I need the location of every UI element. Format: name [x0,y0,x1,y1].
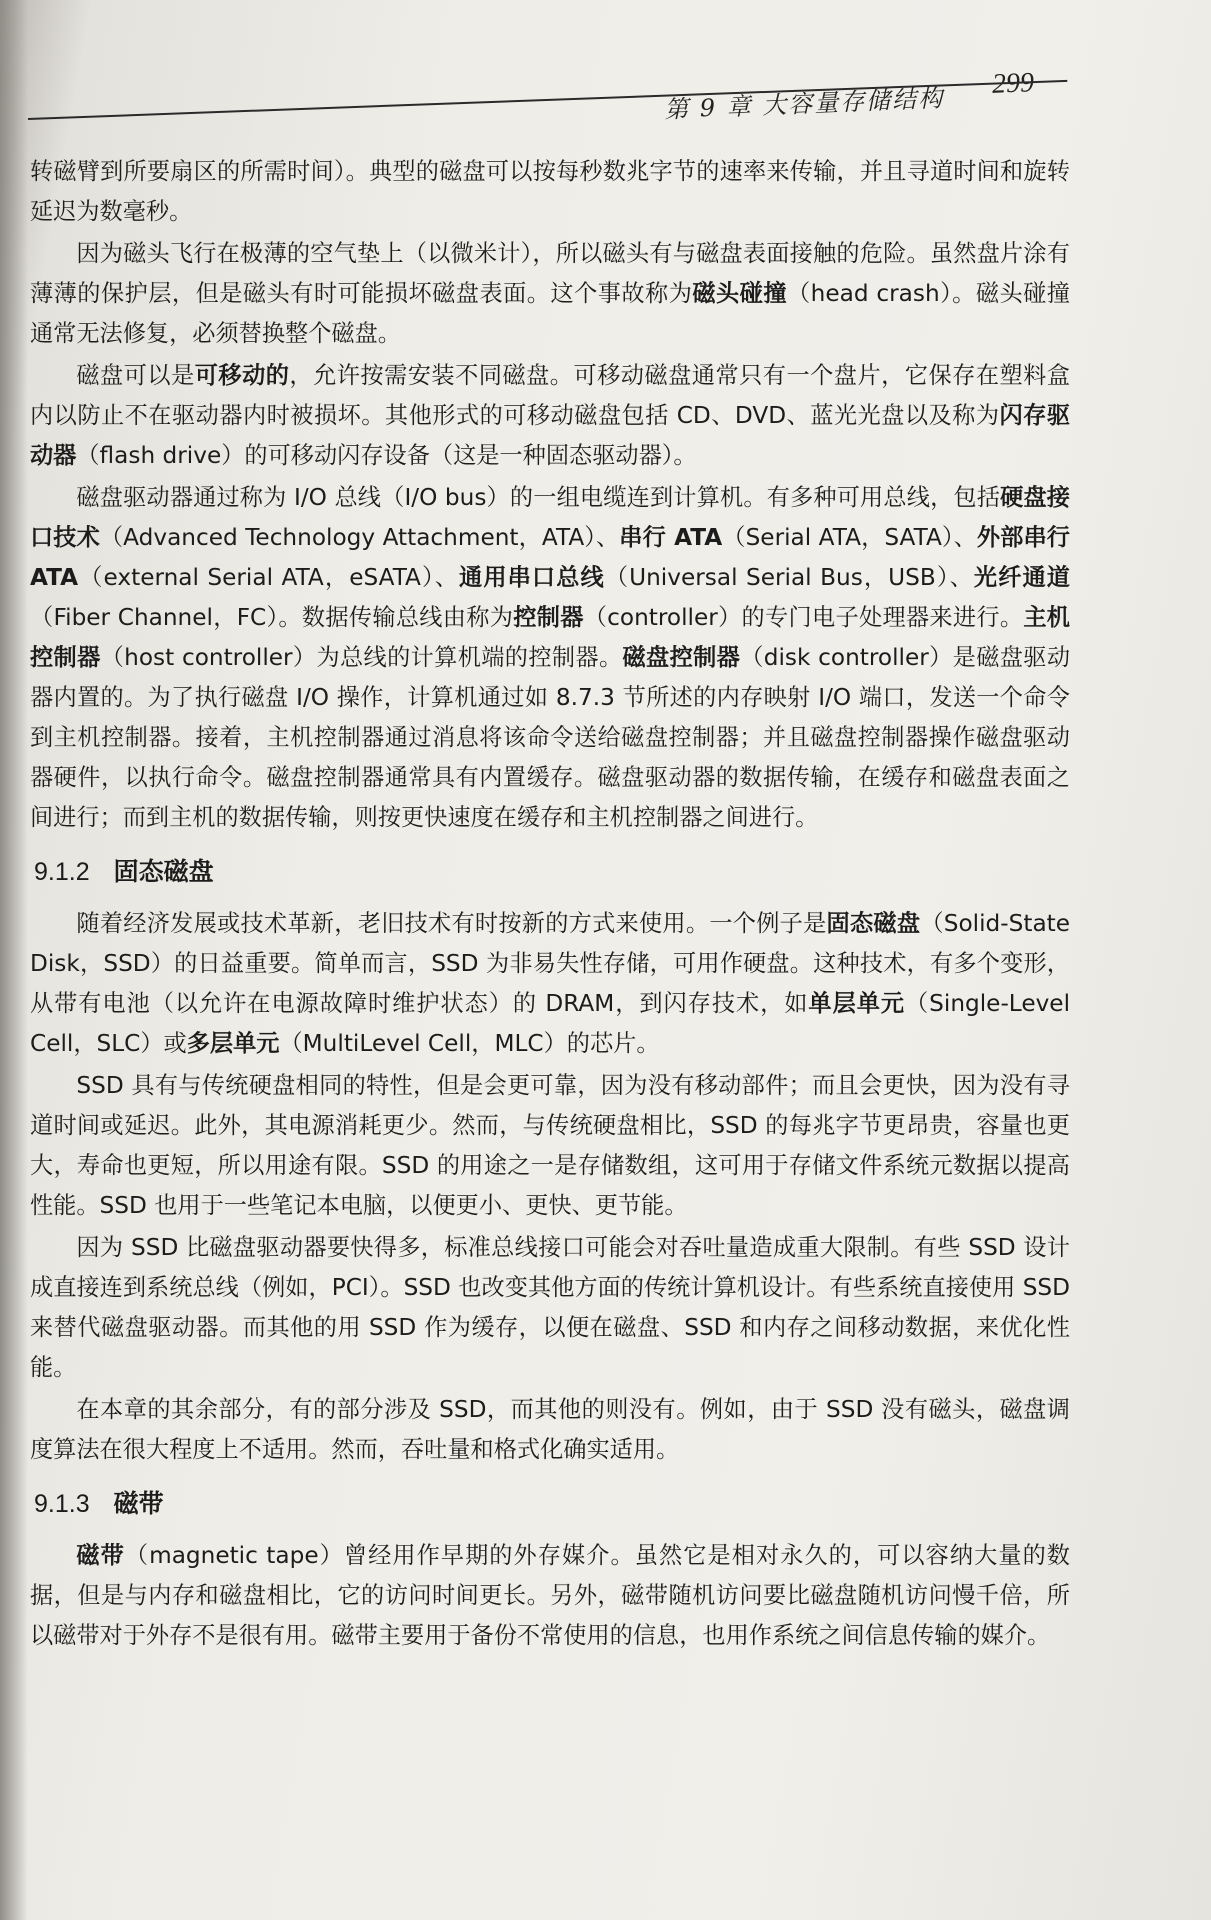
bold-term: 闪存驱动器 [30,402,1071,469]
text-run: 磁盘可以是 [76,362,195,389]
section-title: 固态磁盘 [113,857,214,886]
section-title: 磁带 [113,1489,164,1518]
text-run: （Solid-State Disk，SSD）的日益重要。简单而言，SSD 为非易失性存储，可用作硬盘。这种技术，有多个变形，从带有电池（以允许在电源故障时维护状态）的 DRAM，到闪存技术，如 [30,910,1071,1017]
bold-term: 多层单元 [186,1030,280,1057]
text-run: （MultiLevel Cell，MLC）的芯片。 [279,1030,660,1057]
bold-term: 可移动的 [194,362,290,389]
text-run: （Universal Serial Bus，USB）、 [604,564,974,591]
text-run: 因为 SSD 比磁盘驱动器要快得多，标准总线接口可能会对吞吐量造成重大限制。有些 SSD 设计成直接连到系统总线（例如，PCI）。SSD 也改变其他方面的传统计算机设计。有些系统直接使用 SSD 来替代磁盘驱动器。而其他的用 SSD 作为缓存，以便在磁盘、SSD 和内存之间移动数据，来优化性能。 [30,1234,1070,1381]
paragraph [30,1536,1070,1656]
header-chapter-title: 第 9 章 大容量存储结构 [663,84,945,124]
bold-term: 外部串行 ATA [30,524,1070,591]
text-run: 因为磁头飞行在极薄的空气垫上（以微米计），所以磁头有与磁盘表面接触的危险。虽然盘片涂有薄薄的保护层，但是磁头有时可能损坏磁盘表面。这个事故称为 [30,240,1070,307]
bold-term: 控制器 [513,604,584,631]
bold-term: 串行 ATA [619,524,723,551]
page-content [30,152,1070,1658]
text-run: （magnetic tape）曾经用作早期的外存媒介。虽然它是相对永久的，可以容纳大量的数据，但是与内存和磁盘相比，它的访问时间更长。另外，磁带随机访问要比磁盘随机访问慢千倍，所以磁带对于外存不是很有用。磁带主要用于备份不常使用的信息，也用作系统之间信息传输的媒介。 [30,1542,1070,1649]
bold-term: 光纤通道 [973,564,1070,591]
text-run: （controller）的专门电子处理器来进行。 [583,604,1024,631]
section-heading-9-1-3 [34,1484,1070,1524]
text-run: ，允许按需安装不同磁盘。可移动磁盘通常只有一个盘片，它保存在塑料盒内以防止不在驱动器内时被损坏。其他形式的可移动磁盘包括 CD、DVD、蓝光光盘以及称为 [30,362,1071,429]
section-number: 9.1.3 [34,1490,90,1518]
text-run: （head crash）。磁头碰撞通常无法修复，必须替换整个磁盘。 [30,280,1070,347]
section-number: 9.1.2 [34,858,90,886]
text-run: （external Serial ATA，eSATA）、 [78,564,460,591]
text-run: （Advanced Technology Attachment，ATA）、 [99,524,620,551]
page-spine-shadow [0,0,28,1920]
paragraph [30,1066,1070,1226]
running-header [640,60,1080,124]
section-heading-9-1-2 [34,852,1070,892]
bold-term: 磁头碰撞 [692,280,787,307]
bold-term: 通用串口总线 [459,564,605,591]
text-run: （Single-Level Cell，SLC）或 [30,990,1071,1057]
section-912-paragraphs [30,904,1070,1470]
bold-term: 磁盘控制器 [622,644,741,671]
page-number: 299 [991,67,1035,100]
bold-term: 磁带 [76,1542,125,1569]
paragraph [30,478,1070,838]
text-run: （Serial ATA，SATA）、 [722,524,977,551]
paragraph [30,234,1070,354]
intro-paragraphs [30,152,1070,838]
text-run: （flash drive）的可移动闪存设备（这是一种固态驱动器）。 [76,442,697,469]
text-run: （disk controller）是磁盘驱动器内置的。为了执行磁盘 I/O 操作，计算机通过如 8.7.3 节所述的内存映射 I/O 端口，发送一个命令到主机控制器。接着，主机控制器通过消息将该命令送给磁盘控制器；并且磁盘控制器操作磁盘驱动器硬件，以执行命令。磁盘控制器通常具有内置缓存。磁盘驱动器的数据传输，在缓存和磁盘表面之间进行；而到主机的数据传输，则按更快速度在缓存和主机控制器之间进行。 [30,644,1071,831]
bold-term: 单层单元 [808,990,906,1017]
paragraph [30,1390,1070,1470]
section-913-paragraphs [30,1536,1070,1656]
paragraph [30,356,1070,476]
paragraph [30,1228,1070,1388]
bold-term: 固态磁盘 [826,910,921,937]
text-run: SSD 具有与传统硬盘相同的特性，但是会更可靠，因为没有移动部件；而且会更快，因为没有寻道时间或延迟。此外，其电源消耗更少。然而，与传统硬盘相比，SSD 的每兆字节更昂贵，容量也更大，寿命也更短，所以用途有限。SSD 的用途之一是存储数组，这可用于存储文件系统元数据以提高性能。SSD 也用于一些笔记本电脑，以便更小、更快、更节能。 [30,1072,1070,1219]
text-run: 随着经济发展或技术革新，老旧技术有时按新的方式来使用。一个例子是 [76,910,827,937]
text-run: （host controller）为总线的计算机端的控制器。 [100,644,623,671]
bold-term: 硬盘接口技术 [30,484,1070,551]
text-run: 在本章的其余部分，有的部分涉及 SSD，而其他的则没有。例如，由于 SSD 没有磁头，磁盘调度算法在很大程度上不适用。然而，吞吐量和格式化确实适用。 [30,1396,1070,1463]
paragraph [30,152,1070,232]
text-run: （Fiber Channel，FC）。数据传输总线由称为 [30,604,514,631]
text-run: 转磁臂到所要扇区的所需时间）。典型的磁盘可以按每秒数兆字节的速率来传输，并且寻道时间和旋转延迟为数毫秒。 [30,158,1070,225]
bold-term: 主机控制器 [30,604,1070,671]
paragraph [30,904,1070,1064]
text-run: 磁盘驱动器通过称为 I/O 总线（I/O bus）的一组电缆连到计算机。有多种可用总线，包括 [76,484,1001,511]
